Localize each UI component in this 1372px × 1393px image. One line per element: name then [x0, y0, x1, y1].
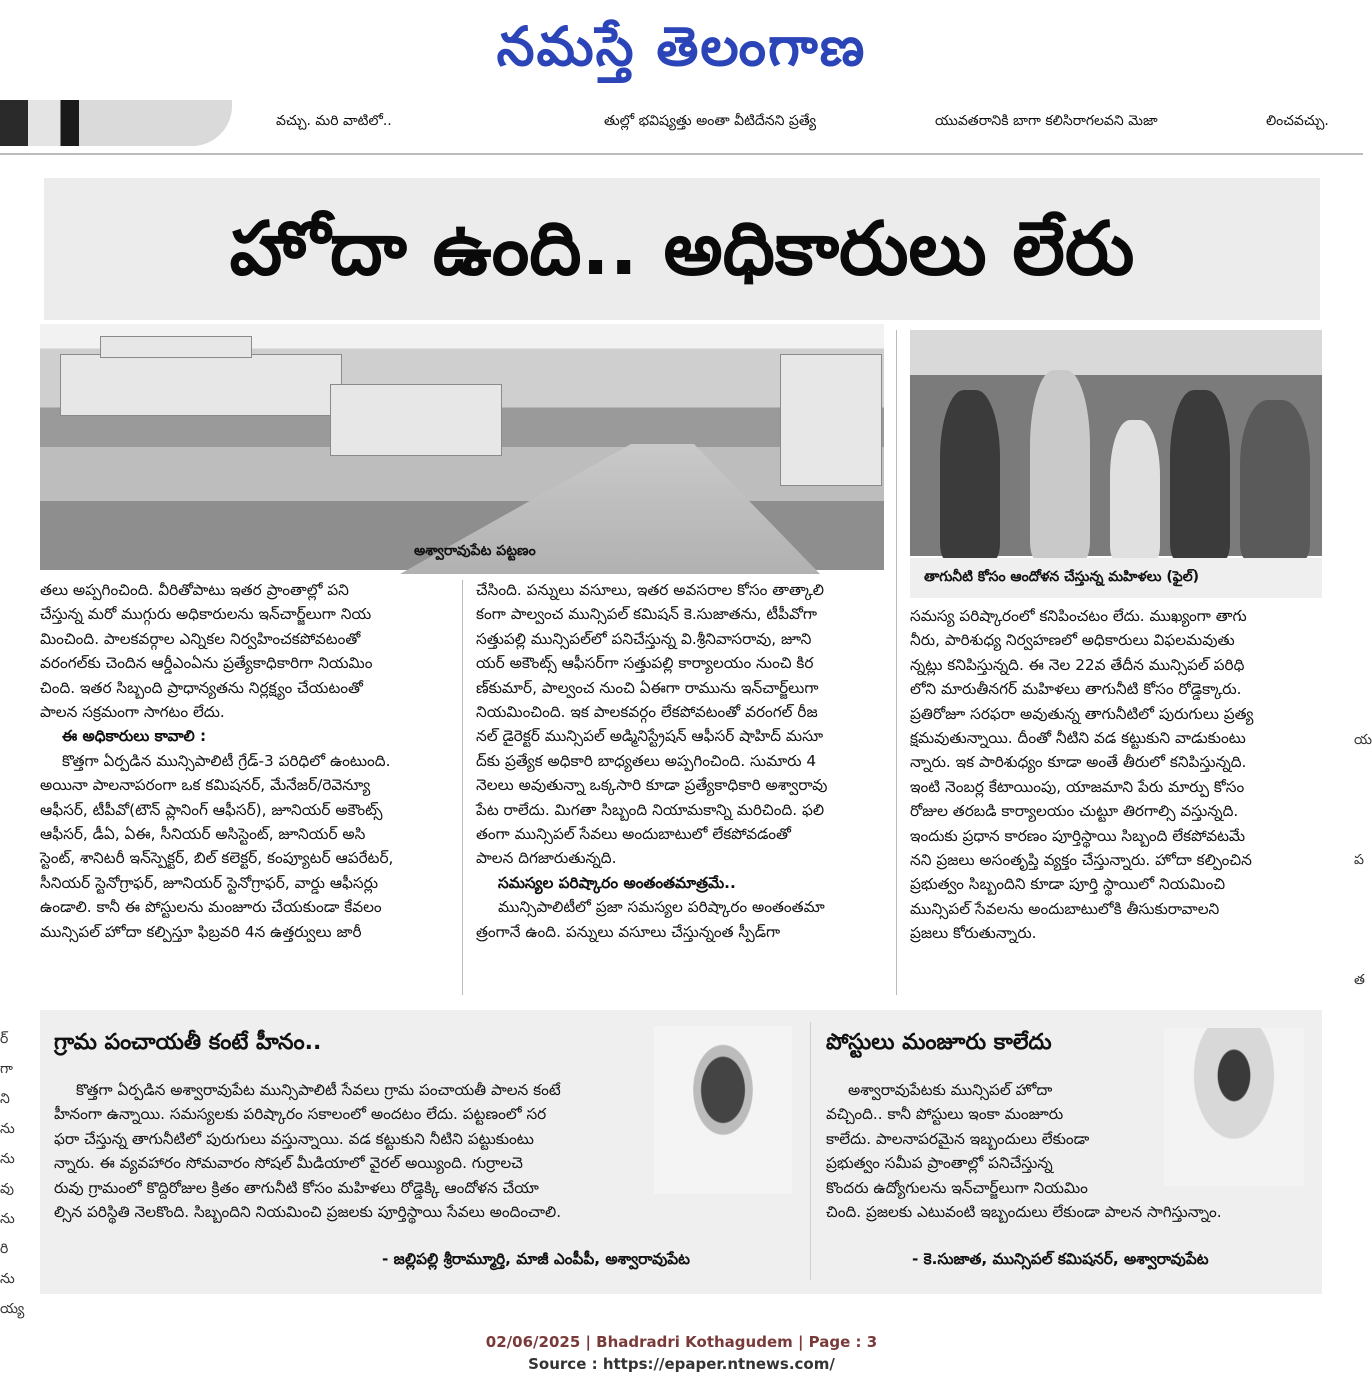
- text-line: నియమించింది. ఇక పాలకవర్గం లేకపోవటంతో వరంగల్ రీజ: [476, 703, 818, 722]
- strip-photo: [0, 100, 232, 146]
- masthead-title: నమస్తే తెలంగాణ: [496, 14, 867, 78]
- text-line: తలు అప్పగించింది. వీరితోపాటు ఇతర ప్రాంతాల్లో పని: [40, 581, 349, 599]
- text-line: ల్సిన పరిస్థితి నెలకొంది. సిబ్బందిని నియమించి ప్రజలకు పూర్తిస్థాయి సేవలు అందించాలి.: [54, 1203, 562, 1222]
- box-left-body: [54, 1078, 646, 1224]
- text-line: చింది. ఇతర సిబ్బంది ప్రాధాన్యతను నిర్లక్ష్యం చేయటంతో: [40, 678, 363, 697]
- text-line: నెలలు అవుతున్నా ఒక్కసారి కూడా ప్రత్యేకాధికారి అశ్వారావు: [476, 776, 828, 795]
- text-line: కొందరు ఉద్యోగులను ఇన్‌చార్జ్‌లుగా నియమిం: [826, 1178, 1088, 1197]
- text-line: కాలేదు. పాలనాపరమైన ఇబ్బందులు లేకుండా: [826, 1129, 1090, 1148]
- text-line: స్టెంట్, శానిటరీ ఇన్‌స్పెక్టర్, బిల్ కలెక్టర్, కంప్యూటర్ ఆపరేటర్,: [40, 849, 394, 868]
- box-left-signature: - జల్లిపల్లి శ్రీరామ్మూర్తి, మాజీ ఎంపీపీ, అశ్వారావుపేట: [382, 1250, 690, 1268]
- text-line: కొత్తగా ఏర్పడిన అశ్వారావుపేట మున్సిపాలిటీ సేవలు గ్రామ పంచాయతీ పాలన కంటే: [76, 1081, 561, 1099]
- text-line: ఆఫీసర్, డీఏ, ఏఈ, సీనియర్ అసిస్టెంట్, జూనియర్ అసి: [40, 825, 366, 844]
- box-right-body: [826, 1078, 1222, 1224]
- article-column-2: [476, 578, 886, 944]
- text-line: క్షమవుతున్నాయి. దీంతో నీటిని వడ కట్టుకుని వాడుకుంటు: [910, 729, 1246, 748]
- text-line: మున్సిపల్ హోదా కల్పిస్తూ ఫిబ్రవరి 4న ఉత్తర్వులు జారీ: [40, 922, 362, 941]
- text-line: నని ప్రజలు అసంతృప్తి వ్యక్తం చేస్తున్నారు. హోదా కల్పించిన: [910, 851, 1252, 870]
- text-line: సత్తుపల్లి మున్సిపల్‌లో పనిచేస్తున్న వి.శ్రీనివాసరావు, జూని: [476, 629, 812, 648]
- text-line: రువు గ్రామంలో కొద్దిరోజుల క్రితం తాగునీటి కోసం మహిళలు రోడ్డెక్కి ఆందోళన చేయా: [54, 1178, 539, 1197]
- strip-text-3: యువతరానికి బాగా కలిసిరాగలవని మెజా: [935, 113, 1158, 129]
- text-line: పాలన దిగజారుతున్నది.: [476, 849, 617, 868]
- portrait-photo: [654, 1026, 792, 1194]
- text-line: న్నారు. ఇక పారిశుధ్యం కూడా అంతే తీరులో కనిపిస్తున్నది.: [910, 753, 1247, 772]
- text-line: చేసింది. పన్నులు వసూలు, ఇతర అవసరాల కోసం తాత్కాలి: [476, 581, 825, 599]
- column-divider: [462, 580, 463, 995]
- text-line: ప్రతిరోజూ సరఫరా అవుతున్న తాగునీటిలో పురుగులు ప్రత్య: [910, 704, 1254, 723]
- text-line: కొత్తగా ఏర్పడిన మున్సిపాలిటీ గ్రేడ్‌-3 పరిధిలో ఉంటుంది.: [62, 751, 391, 770]
- article-column-3: [910, 604, 1320, 946]
- text-line: నల్ డైరెక్టర్ మున్సిపల్ అడ్మినిస్ట్రేషన్ ఆఫీసర్ షాహిద్ మసూ: [476, 727, 824, 746]
- headline: హోదా ఉంది.. అధికారులు లేరు: [229, 206, 1135, 292]
- text-line: ప్రజలు కోరుతున్నారు.: [910, 924, 1037, 943]
- text-line: హీనంగా ఉన్నాయి. సమస్యలకు పరిష్కారం సకాలంలో అందటం లేదు. పట్టణంలో సర: [54, 1105, 547, 1124]
- strip-text-1: వచ్చు. మరి వాటిలో..: [276, 113, 392, 129]
- text-line: తంగా మున్సిపల్ సేవలు అందుబాటులో లేకపోవడంతో: [476, 825, 791, 844]
- strip-text-2: తుల్లో భవిష్యత్తు అంతా వీటిదేనని ప్రత్యే: [604, 113, 817, 129]
- text-line: మున్సిపాలిటీలో ప్రజా సమస్యల పరిష్కారం అంతంతమా: [498, 898, 825, 917]
- divider: [0, 153, 1363, 155]
- text-line: ద్‌కు ప్రత్యేక అధికారి బాధ్యతలు అప్పగించింది. సుమారు 4: [476, 751, 817, 770]
- text-line: త్రంగానే ఉంది. పన్నులు వసూలు చేస్తున్నంత స్పీడ్‌గా: [476, 922, 781, 941]
- text-line: ణ్‌కుమార్, పాల్వంచ నుంచి ఏఈగా రామును ఇన్‌చార్జ్‌లుగా: [476, 678, 819, 697]
- text-line: ప్రభుత్వం సమీప ప్రాంతాల్లో పనిచేస్తున్న: [826, 1154, 1053, 1173]
- text-line: రోజుల తరబడి కార్యాలయం చుట్టూ తిరగాల్సి వస్తున్నది.: [910, 802, 1239, 821]
- box-divider: [810, 1022, 811, 1280]
- text-line: అశ్వారావుపేటకు మున్సిపల్ హోదా: [848, 1081, 1053, 1099]
- text-line: చేస్తున్న మరో ముగ్గురు అధికారులను ఇన్‌చార్జ్‌లుగా నియ: [40, 605, 372, 624]
- box-left-heading: గ్రామ పంచాయతీ కంటే హీనం..: [54, 1030, 322, 1055]
- text-line: సమస్య పరిష్కారంలో కనిపించటం లేదు. ముఖ్యంగా తాగు: [910, 607, 1247, 625]
- text-line: ఉండాలి. కానీ ఈ పోస్టులను మంజూరు చేయకుండా కేవలం: [40, 898, 382, 917]
- footer-date-edition: 02/06/2025 | Bhadradri Kothagudem | Page : 3: [485, 1333, 878, 1351]
- text-line: ఇంటి నెంబర్ల కేటాయింపు, యాజమాని పేరు మార్పు కోసం: [910, 777, 1245, 796]
- text-line: ప్రభుత్వం సిబ్బందిని కూడా పూర్తి స్థాయిలో నియమించి: [910, 875, 1226, 894]
- right-edge-fragments: య ప త: [1354, 732, 1372, 988]
- photo1-caption: అశ్వారావుపేట పట్టణం: [414, 543, 536, 559]
- text-line: పాలన సక్రమంగా సాగటం లేదు.: [40, 703, 225, 722]
- subheading: ఈ అధికారులు కావాలి :: [62, 727, 207, 746]
- text-line: వచ్చింది.. కానీ పోస్టులు ఇంకా మంజూరు: [826, 1105, 1064, 1124]
- text-line: సీనియర్ స్టెనోగ్రాఫర్, జూనియర్ స్టెనోగ్రాఫర్, వార్డు ఆఫీసర్లు: [40, 873, 379, 892]
- text-line: న్నట్లు కనిపిస్తున్నది. ఈ నెల 22వ తేదీన మున్సిపల్ పరిధి: [910, 655, 1245, 674]
- article-column-1: [40, 578, 450, 944]
- text-line: యర్ అకౌంట్స్ ఆఫీసర్‌గా సత్తుపల్లి కార్యాలయం నుంచి కిర: [476, 654, 814, 673]
- text-line: ఇందుకు ప్రధాన కారణం పూర్తిస్థాయి సిబ్బంది లేకపోవటమే: [910, 826, 1246, 845]
- text-line: చింది. ప్రజలకు ఎటువంటి ఇబ్బందులు లేకుండా పాలన సాగిస్తున్నాం.: [826, 1203, 1222, 1222]
- text-line: నీరు, పారిశుధ్య నిర్వహణలో అధికారులు విఫలమవుతు: [910, 631, 1235, 650]
- text-line: ఆఫీసర్, టీపీవో(టౌన్ ప్లానింగ్ ఆఫీసర్), జూనియర్ అకౌంట్స్: [40, 800, 383, 819]
- column-divider: [896, 330, 897, 995]
- town-street-photo: [40, 324, 884, 570]
- text-line: వరంగల్‌కు చెందిన ఆర్డీఎంఏను ప్రత్యేకాధికారిగా నియమిం: [40, 654, 373, 673]
- text-line: పేట రాలేదు. మిగతా సిబ్బంది నియామకాన్ని మరిచింది. ఫలి: [476, 800, 825, 819]
- subheading: సమస్యల పరిష్కారం అంతంతమాత్రమే..: [498, 873, 736, 892]
- portrait-photo: [1164, 1028, 1304, 1186]
- text-line: అయినా పాలనాపరంగా ఒక కమిషనర్, మేనేజర్/రెవెన్యూ: [40, 776, 371, 795]
- strip-text-4: లించవచ్చు.: [1266, 113, 1329, 129]
- box-right-heading: పోస్టులు మంజూరు కాలేదు: [826, 1030, 1052, 1055]
- photo2-caption: తాగునీటి కోసం ఆందోళన చేస్తున్న మహిళలు (ఫైల్): [924, 569, 1200, 585]
- text-line: న్నారు. ఈ వ్యవహారం సోమవారం సోషల్ మీడియాలో వైరల్ అయ్యింది. గుర్రాలచె: [54, 1154, 523, 1173]
- left-edge-fragments: ర్ గా ని ను ను వు ను రి ను య్య: [0, 1031, 25, 1317]
- text-line: మున్సిపల్ సేవలను అందుబాటులోకి తీసుకురావాలని: [910, 899, 1220, 918]
- box-right-signature: - కె.సుజాత, మున్సిపల్ కమిషనర్, అశ్వారావుపేట: [912, 1250, 1209, 1268]
- text-line: ఫరా చేస్తున్న తాగునీటిలో పురుగులు వస్తున్నాయి. వడ కట్టుకుని నీటిని పట్టుకుంటు: [54, 1129, 534, 1148]
- footer-source-link[interactable]: Source : https://epaper.ntnews.com/: [528, 1355, 835, 1373]
- text-line: లోని మారుతీనగర్ మహిళలు తాగునీటి కోసం రోడ్డెక్కారు.: [910, 680, 1242, 699]
- text-line: కంగా పాల్వంచ మున్సిపల్ కమిషన్ కె.సుజాతను, టీపీవోగా: [476, 605, 818, 624]
- protest-photo: [910, 330, 1322, 556]
- text-line: మించింది. పాలకవర్గాల ఎన్నికల నిర్వహించకపోవటంతో: [40, 629, 361, 648]
